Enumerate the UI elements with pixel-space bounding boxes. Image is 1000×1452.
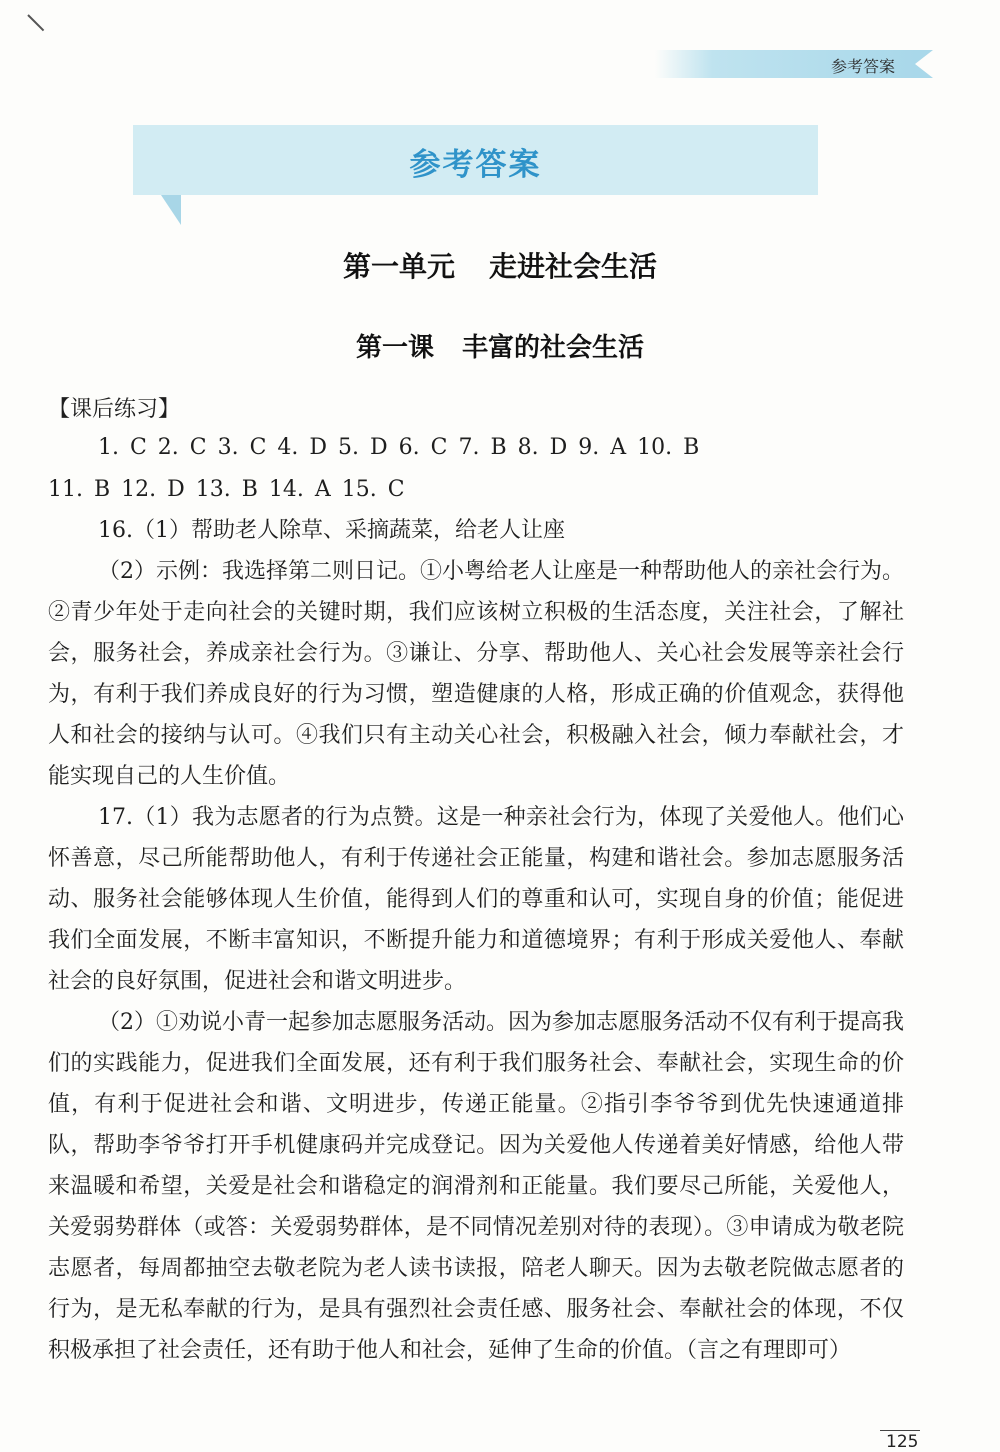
q17-part-2: （2）①劝说小青一起参加志愿服务活动。因为参加志愿服务活动不仅有利于提高我们的实践能力，促进我们全面发展，还有利于我们服务社会、奉献社会，实现生命的价值，有利于促进社会和谐、文明进步，传递正能量。②指引李爷爷到优先快速通道排队，帮助李爷爷打开手机健康码并完成登记。因为关爱他人传递着美好情感，给他人带来温暖和希望，关爱是社会和谐稳定的润滑剂和正能量。我们要尽己所能，关爱他人，关爱弱势群体（或答：关爱弱势群体，是不同情况差别对待的表现）。③申请成为敬老院志愿者，每周都抽空去敬老院为老人读书读报，陪老人聊天。因为去敬老院做志愿者的行为，是无私奉献的行为，是具有强烈社会责任感、服务社会、奉献社会的体现，不仅积极承担了社会责任，还有助于他人和社会，延伸了生命的价值。（言之有理即可）	[48, 1010, 904, 1363]
banner-fold	[161, 195, 181, 225]
banner-title: 参考答案	[409, 147, 542, 183]
ribbon-tail	[915, 50, 933, 78]
mc-answers-line-1: 1. C 2. C 3. C 4. D 5. D 6. C 7. B 8. D 9. A 10. B	[98, 435, 700, 460]
header-ribbon	[655, 50, 915, 78]
answer-banner	[133, 125, 818, 195]
page-number: 125	[886, 1432, 919, 1452]
unit-name: 走进社会生活	[489, 250, 658, 283]
question-16	[48, 510, 904, 1371]
q16-part-2: （2）示例：我选择第二则日记。①小粤给老人让座是一种帮助他人的亲社会行为。②青少年处于走向社会的关键时期，我们应该树立积极的生活态度，关注社会，了解社会，服务社会，养成亲社会行为。③谦让、分享、帮助他人、关心社会发展等亲社会行为，有利于我们养成良好的行为习惯，塑造健康的人格，形成正确的价值观念，获得他人和社会的接纳与认可。④我们只有主动关心社会，积极融入社会，倾力奉献社会，才能实现自己的人生价值。	[48, 559, 904, 789]
lesson-name: 丰富的社会生活	[462, 333, 645, 363]
q17-part-1: 17.（1）我为志愿者的行为点赞。这是一种亲社会行为，体现了关爱他人。他们心怀善意，尽己所能帮助他人，有利于传递社会正能量，构建和谐社会。参加志愿服务活动、服务社会能够体现人生价值，能得到人们的尊重和认可，实现自身的价值；能促进我们全面发展，不断丰富知识，不断提升能力和道德境界；有利于形成关爱他人、奉献社会的良好氛围，促进社会和谐文明进步。	[48, 805, 904, 994]
q16-part-1: 16.（1）帮助老人除草、采摘蔬菜，给老人让座	[98, 518, 565, 543]
corner-mark	[27, 14, 44, 31]
mc-answers-line-2: 11. B 12. D 13. B 14. A 15. C	[48, 477, 405, 502]
unit-title	[0, 245, 1000, 285]
section-tag: 【课后练习】	[48, 397, 181, 422]
header-label: 参考答案	[830, 57, 895, 76]
page-number-rule	[880, 1430, 920, 1431]
lesson-number: 第一课	[355, 333, 434, 363]
unit-number: 第一单元	[342, 250, 455, 283]
lesson-title	[0, 327, 1000, 364]
